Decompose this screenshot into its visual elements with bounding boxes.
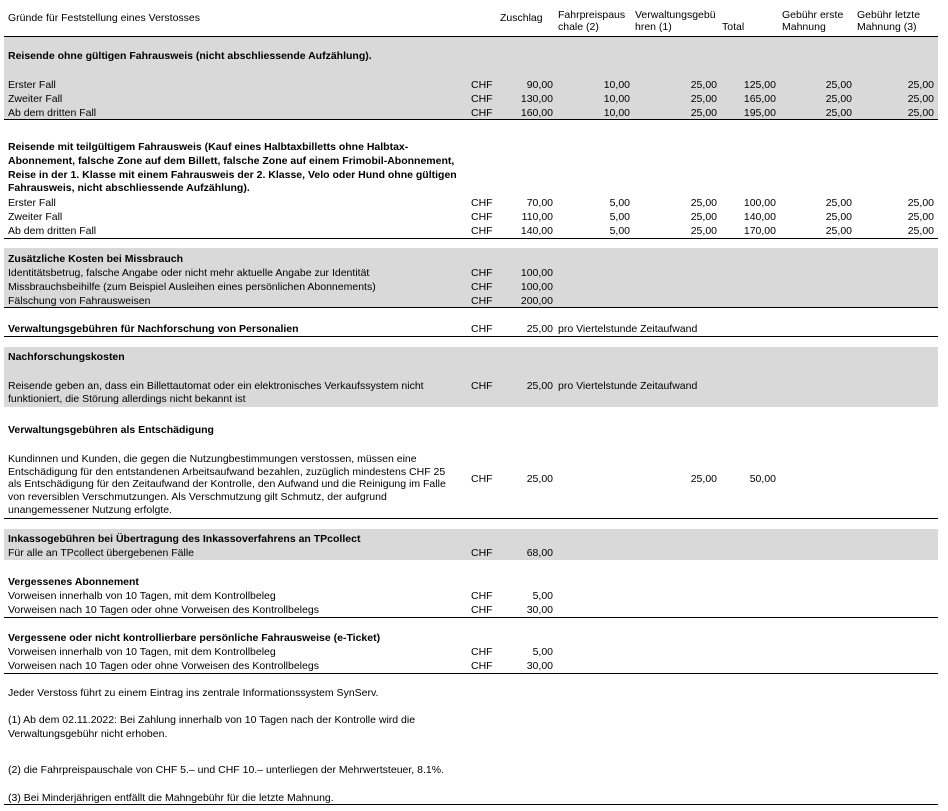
- last-reminder-value: 25,00: [907, 211, 934, 223]
- table-row-label: Erster Fall: [8, 197, 56, 209]
- surcharge-value: 100,00: [520, 281, 553, 293]
- table-row-label: Identitätsbetrug, falsche Angabe oder nicht mehr aktuelle Angabe zur Identität: [8, 267, 370, 279]
- section-title: Reisende mit teilgültigem Fahrausweis (Kauf eines Halbtaxbilletts ohne Halbtax-: [8, 141, 409, 153]
- first-reminder-value: 25,00: [825, 93, 852, 105]
- flat-fee-value: 5,00: [609, 225, 630, 237]
- currency: CHF: [471, 79, 493, 91]
- table-row-label: Erster Fall: [8, 79, 56, 91]
- currency: CHF: [471, 197, 493, 209]
- admin-fee-value: 25,00: [690, 79, 717, 91]
- first-reminder-value: 25,00: [825, 225, 852, 237]
- col-header-first-reminder-2: Mahnung: [782, 21, 826, 33]
- table-row-label: Ab dem dritten Fall: [8, 107, 97, 119]
- total-value: 100,00: [743, 197, 776, 209]
- table-row-label: Zweiter Fall: [8, 211, 63, 223]
- admin-fee-value: 25,00: [690, 225, 717, 237]
- description-text: Reisende geben an, dass ein Billettautomat oder ein elektronisches Verkaufssystem nicht: [8, 380, 424, 392]
- surcharge-value: 160,00: [520, 107, 553, 119]
- total-value: 170,00: [743, 225, 776, 237]
- table-row-label: Vorweisen innerhalb von 10 Tagen, mit dem Kontrollbeleg: [8, 590, 276, 602]
- col-header-reason: Gründe für Feststellung eines Verstosses: [8, 12, 201, 24]
- currency: CHF: [471, 211, 493, 223]
- description-text: funktioniert, die Störung allerdings nicht bekannt ist: [8, 393, 246, 405]
- surcharge-value: 100,00: [520, 267, 553, 279]
- currency: CHF: [471, 660, 493, 672]
- col-header-surcharge: Zuschlag: [500, 12, 543, 24]
- last-reminder-value: 25,00: [907, 197, 934, 209]
- currency: CHF: [471, 225, 493, 237]
- table-row-label: Fälschung von Fahrausweisen: [8, 295, 151, 307]
- admin-fee-value: 25,00: [690, 211, 717, 223]
- first-reminder-value: 25,00: [825, 79, 852, 91]
- col-header-flat-fee-2: chale (2): [558, 21, 599, 33]
- section-title: Verwaltungsgebühren als Entschädigung: [8, 424, 214, 436]
- last-reminder-value: 25,00: [907, 107, 934, 119]
- divider: [4, 307, 938, 308]
- footnote-1-cont: Verwaltungsgebühr nicht erhoben.: [8, 728, 168, 740]
- divider: [4, 336, 938, 337]
- currency: CHF: [471, 380, 493, 392]
- flat-fee-value: 5,00: [609, 211, 630, 223]
- currency: CHF: [471, 281, 493, 293]
- table-row-label: Vorweisen nach 10 Tagen oder ohne Vorweisen des Kontrollbelegs: [8, 604, 319, 616]
- first-reminder-value: 25,00: [825, 197, 852, 209]
- col-header-admin-fee-1: Verwaltungsgebü: [635, 9, 716, 21]
- section-title: Reisende ohne gültigen Fahrausweis (nicht abschliessende Aufzählung).: [8, 50, 372, 62]
- divider: [4, 617, 938, 618]
- section-title: Reise in der 1. Klasse mit einem Fahrausweis der 2. Klasse, Velo oder Hund ohne gültigen: [8, 169, 457, 181]
- table-row-label: Vorweisen nach 10 Tagen oder ohne Vorweisen des Kontrollbelegs: [8, 660, 319, 672]
- currency: CHF: [471, 267, 493, 279]
- description-text: unangemessener Nutzung erfolgte.: [8, 504, 173, 516]
- description-text: Kundinnen und Kunden, die gegen die Nutzungbestimmungen verstossen, müssen eine: [8, 453, 417, 465]
- surcharge-value: 25,00: [526, 323, 553, 335]
- col-header-first-reminder-1: Gebühr erste: [782, 9, 844, 21]
- section-title: Verwaltungsgebühren für Nachforschung von Personalien: [8, 323, 299, 335]
- surcharge-value: 25,00: [526, 380, 553, 392]
- divider: [4, 238, 938, 239]
- total-value: 50,00: [749, 473, 776, 485]
- table-row-label: Zweiter Fall: [8, 93, 63, 105]
- currency: CHF: [471, 604, 493, 616]
- admin-fee-value: 25,00: [690, 473, 717, 485]
- currency: CHF: [471, 590, 493, 602]
- admin-fee-value: 25,00: [690, 107, 717, 119]
- col-header-admin-fee-2: hren (1): [635, 21, 672, 33]
- col-header-last-reminder-2: Mahnung (3): [857, 21, 917, 33]
- section-title: Zusätzliche Kosten bei Missbrauch: [8, 253, 184, 265]
- currency: CHF: [471, 107, 493, 119]
- currency: CHF: [471, 473, 493, 485]
- table-row-label: Missbrauchsbeihilfe (zum Beispiel Ausleihen eines persönlichen Abonnements): [8, 281, 376, 293]
- flat-fee-value: 10,00: [603, 107, 630, 119]
- surcharge-value: 68,00: [526, 547, 553, 559]
- col-header-flat-fee-1: Fahrpreispaus: [558, 9, 626, 21]
- total-value: 195,00: [743, 107, 776, 119]
- surcharge-value: 30,00: [526, 604, 553, 616]
- total-value: 140,00: [743, 211, 776, 223]
- first-reminder-value: 25,00: [825, 107, 852, 119]
- surcharge-value: 110,00: [521, 211, 553, 223]
- col-header-last-reminder-1: Gebühr letzte: [857, 9, 921, 21]
- divider: [4, 673, 938, 674]
- surcharge-value: 25,00: [526, 473, 553, 485]
- last-reminder-value: 25,00: [907, 225, 934, 237]
- surcharge-value: 140,00: [520, 225, 553, 237]
- last-reminder-value: 25,00: [907, 93, 934, 105]
- currency: CHF: [471, 323, 493, 335]
- first-reminder-value: 25,00: [825, 211, 852, 223]
- footnote-1: (1) Ab dem 02.11.2022: Bei Zahlung innerhalb von 10 Tagen nach der Kontrolle wird die: [8, 714, 416, 726]
- admin-fee-value: 25,00: [690, 197, 717, 209]
- admin-fee-value: 25,00: [690, 93, 717, 105]
- currency: CHF: [471, 547, 493, 559]
- total-value: 165,00: [743, 93, 776, 105]
- surcharge-value: 30,00: [526, 660, 553, 672]
- description-text: Entschädigung für den entstandenen Arbeitsaufwand bezahlen, zuzüglich mindestens CHF 25: [8, 466, 446, 478]
- surcharge-value: 5,00: [532, 646, 553, 658]
- footnote-3: (3) Bei Minderjährigen entfällt die Mahngebühr für die letzte Mahnung.: [8, 792, 334, 804]
- table-row-label: Vorweisen innerhalb von 10 Tagen, mit dem Kontrollbeleg: [8, 646, 276, 658]
- unit-note: pro Viertelstunde Zeitaufwand: [558, 380, 698, 392]
- surcharge-value: 70,00: [526, 197, 553, 209]
- divider: [4, 119, 938, 120]
- description-text: als Entschädigung für den Zeitaufwand der Kontrolle, den Aufwand und die Reinigung im Falle: [8, 478, 446, 490]
- description-text: von reversiblen Verschmutzungen. Als Verschmutzung gilt Schmutz, der aufgrund: [8, 491, 387, 503]
- footnote-2: (2) die Fahrpreispauschale von CHF 5.– und CHF 10.– unterliegen der Mehrwertsteuer, 8.1%.: [8, 764, 444, 776]
- section-title: Fahrausweis, nicht abschliessende Aufzählung).: [8, 182, 250, 194]
- unit-note: pro Viertelstunde Zeitaufwand: [558, 323, 698, 335]
- total-value: 125,00: [743, 79, 776, 91]
- section-title: Vergessenes Abonnement: [8, 576, 139, 588]
- section-title: Vergessene oder nicht kontrollierbare persönliche Fahrausweise (e-Ticket): [8, 632, 381, 644]
- currency: CHF: [471, 295, 493, 307]
- currency: CHF: [471, 646, 493, 658]
- section-title: Abonnement, falsche Zone auf dem Billett, falsche Zone auf einem Frimobil-Abonnement,: [8, 155, 455, 167]
- surcharge-value: 200,00: [520, 295, 553, 307]
- flat-fee-value: 5,00: [609, 197, 630, 209]
- divider: [4, 518, 938, 519]
- currency: CHF: [471, 93, 493, 105]
- divider: [4, 804, 938, 805]
- section-title: Inkassogebühren bei Übertragung des Inkassoverfahrens an TPcollect: [8, 533, 361, 545]
- section-title: Nachforschungskosten: [8, 351, 125, 363]
- surcharge-value: 90,00: [526, 79, 553, 91]
- table-row-label: Ab dem dritten Fall: [8, 225, 97, 237]
- last-reminder-value: 25,00: [907, 79, 934, 91]
- footer-note: Jeder Verstoss führt zu einem Eintrag ins zentrale Informationssystem SynServ.: [8, 687, 379, 699]
- col-header-total: Total: [722, 21, 745, 33]
- table-row-label: Für alle an TPcollect übergebenen Fälle: [8, 547, 195, 559]
- flat-fee-value: 10,00: [603, 79, 630, 91]
- surcharge-value: 130,00: [520, 93, 553, 105]
- flat-fee-value: 10,00: [603, 93, 630, 105]
- surcharge-value: 5,00: [532, 590, 553, 602]
